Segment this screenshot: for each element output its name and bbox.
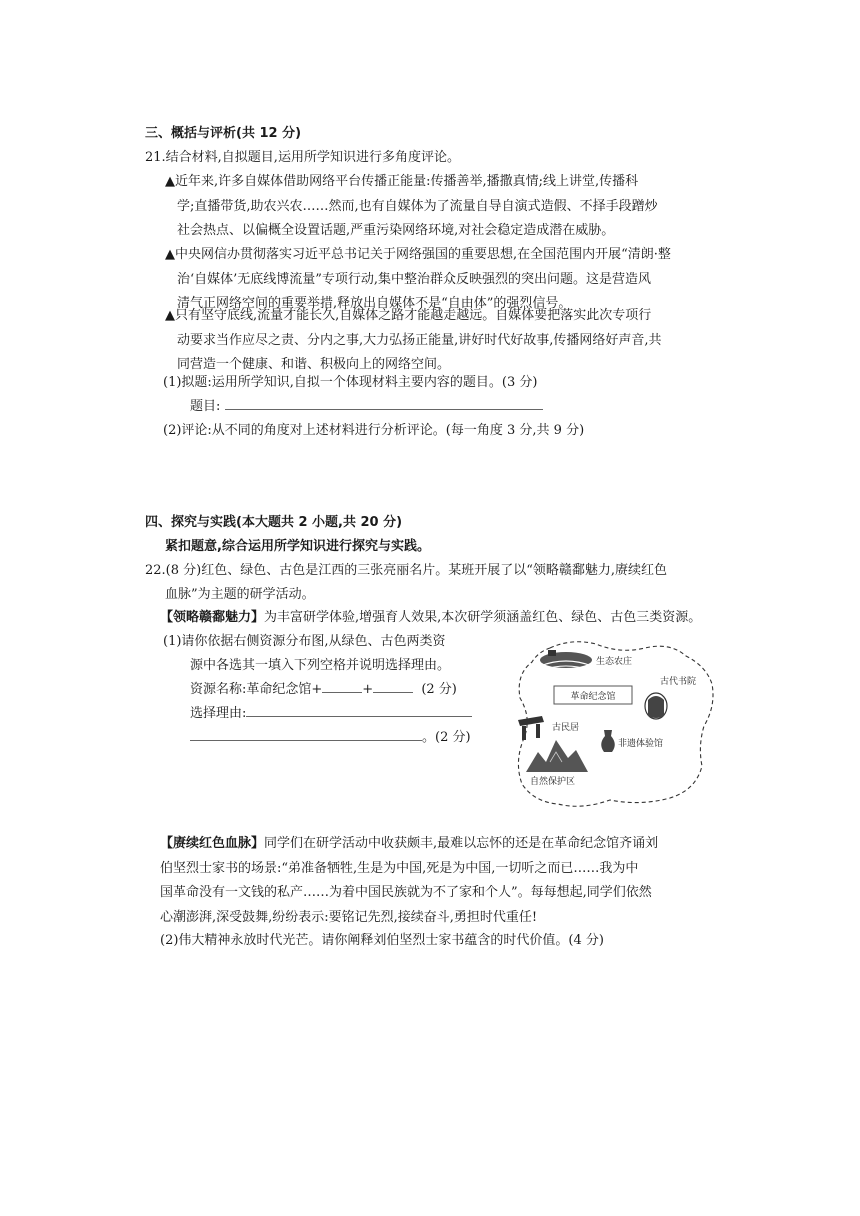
old-house-icon — [518, 716, 544, 740]
question-21-stem: 21.结合材料,自拟题目,运用所学知识进行多角度评论。 — [145, 150, 460, 165]
material-3-line: ▲只有坚守底线,流量才能长久,自媒体之路才能越走越远。自媒体要把落实此次专项行 — [165, 308, 652, 323]
material-3-line: 同营造一个健康、和谐、积极向上的网络空间。 — [177, 357, 451, 372]
question-22-stem: 22.(8 分)红色、绿色、古色是江西的三张亮丽名片。某班开展了以“领略赣鄱魅力,赓续红色 — [145, 563, 667, 578]
material-1-line: 社会热点、以偏概全设置话题,严重污染网络环境,对社会稳定造成潜在威胁。 — [177, 223, 615, 238]
q21-title-row — [190, 395, 543, 420]
part2-tag: 【赓续红色血脉】 — [160, 836, 265, 851]
part1-paragraph — [160, 606, 701, 631]
reason-row-2 — [190, 726, 471, 751]
score-reason: 。(2 分) — [422, 730, 471, 745]
material-1 — [165, 170, 725, 244]
ancient-academy-icon — [645, 693, 667, 719]
q22-sub1-line2: 源中各选其一填入下列空格并说明选择理由。 — [190, 658, 451, 673]
reason-blank-1[interactable] — [246, 702, 472, 717]
part2-paragraph — [160, 832, 730, 930]
part2-line: 国革命没有一文钱的私产……为着中国民族就为不了家和个人”。每每想起,同学们依然 — [160, 885, 652, 900]
reason-label: 选择理由: — [190, 706, 247, 721]
q21-sub1: (1)拟题:运用所学知识,自拟一个体现材料主要内容的题目。(3 分) — [163, 375, 538, 390]
score-resource: (2 分) — [421, 682, 457, 697]
nature-reserve-icon — [526, 740, 588, 772]
heritage-label: 非遗体验馆 — [618, 739, 664, 749]
title-answer-blank[interactable] — [225, 395, 543, 410]
eco-farm-icon — [540, 650, 592, 670]
part2-line — [160, 832, 730, 857]
green-resource-blank[interactable] — [322, 678, 362, 693]
part2-text: 同学们在研学活动中收获颇丰,最难以忘怀的还是在革命纪念馆齐诵刘 — [264, 836, 659, 851]
part1-tag: 【领略赣鄱魅力】 — [160, 610, 265, 625]
old-house-label: 古民居 — [552, 723, 580, 733]
plus-sign: + — [362, 682, 374, 697]
material-2-line: ▲中央网信办贯彻落实习近平总书记关于网络强国的重要思想,在全国范围内开展“清朗·整 — [165, 247, 671, 262]
part1-text: 为丰富研学体验,增强育人效果,本次研学须涵盖红色、绿色、古色三类资源。 — [264, 610, 702, 625]
resource-name-row — [190, 678, 457, 703]
ancient-academy-label: 古代书院 — [660, 677, 697, 687]
resource-label: 资源名称:革命纪念馆+ — [190, 682, 323, 697]
material-2-line: 清气正网络空间的重要举措,释放出自媒体不是“自由体”的强烈信号。 — [177, 296, 572, 311]
memorial-label: 革命纪念馆 — [570, 692, 616, 702]
material-1-line: ▲近年来,许多自媒体借助网络平台传播正能量:传播善举,播撒真情;线上讲堂,传播科 — [165, 174, 639, 189]
ancient-resource-blank[interactable] — [373, 678, 413, 693]
section-3-title: 三、概括与评析(共 12 分) — [145, 126, 302, 141]
section-4-title: 四、探究与实践(本大题共 2 小题,共 20 分) — [145, 515, 403, 530]
material-3 — [165, 304, 725, 378]
reason-row — [190, 702, 472, 727]
material-2-line: 治‘自媒体’无底线博流量”专项行动,集中整治群众反映强烈的突出问题。这是营造风 — [177, 271, 652, 287]
question-22-stem-cont: 血脉”为主题的研学活动。 — [165, 587, 315, 602]
part2-line: 伯坚烈士家书的场景:“弟准备牺牲,生是为中国,死是为中国,一切听之而已……我为中 — [160, 860, 639, 876]
section-4-instruction: 紧扣题意,综合运用所学知识进行探究与实践。 — [165, 539, 430, 554]
reason-blank-2[interactable] — [190, 726, 422, 741]
title-label: 题目: — [190, 399, 221, 414]
material-1-line: 学;直播带货,助农兴农……然而,也有自媒体为了流量自导自演式造假、不择手段蹭炒 — [177, 198, 658, 214]
resource-distribution-map — [510, 634, 720, 812]
part2-line: 心潮澎湃,深受鼓舞,纷纷表示:要铭记先烈,接续奋斗,勇担时代重任! — [160, 909, 538, 925]
material-3-line: 动要求当作应尽之责、分内之事,大力弘扬正能量,讲好时代好故事,传播网络好声音,共 — [177, 332, 662, 348]
q22-sub2: (2)伟大精神永放时代光芒。请你阐释刘伯坚烈士家书蕴含的时代价值。(4 分) — [160, 933, 604, 948]
nature-reserve-label: 自然保护区 — [530, 777, 576, 787]
eco-farm-label: 生态农庄 — [596, 657, 633, 667]
q22-sub1-line1: (1)请你依据右侧资源分布图,从绿色、古色两类资 — [163, 634, 446, 649]
heritage-vase-icon — [601, 730, 615, 752]
q21-sub2: (2)评论:从不同的角度对上述材料进行分析评论。(每一角度 3 分,共 9 分) — [163, 423, 585, 438]
